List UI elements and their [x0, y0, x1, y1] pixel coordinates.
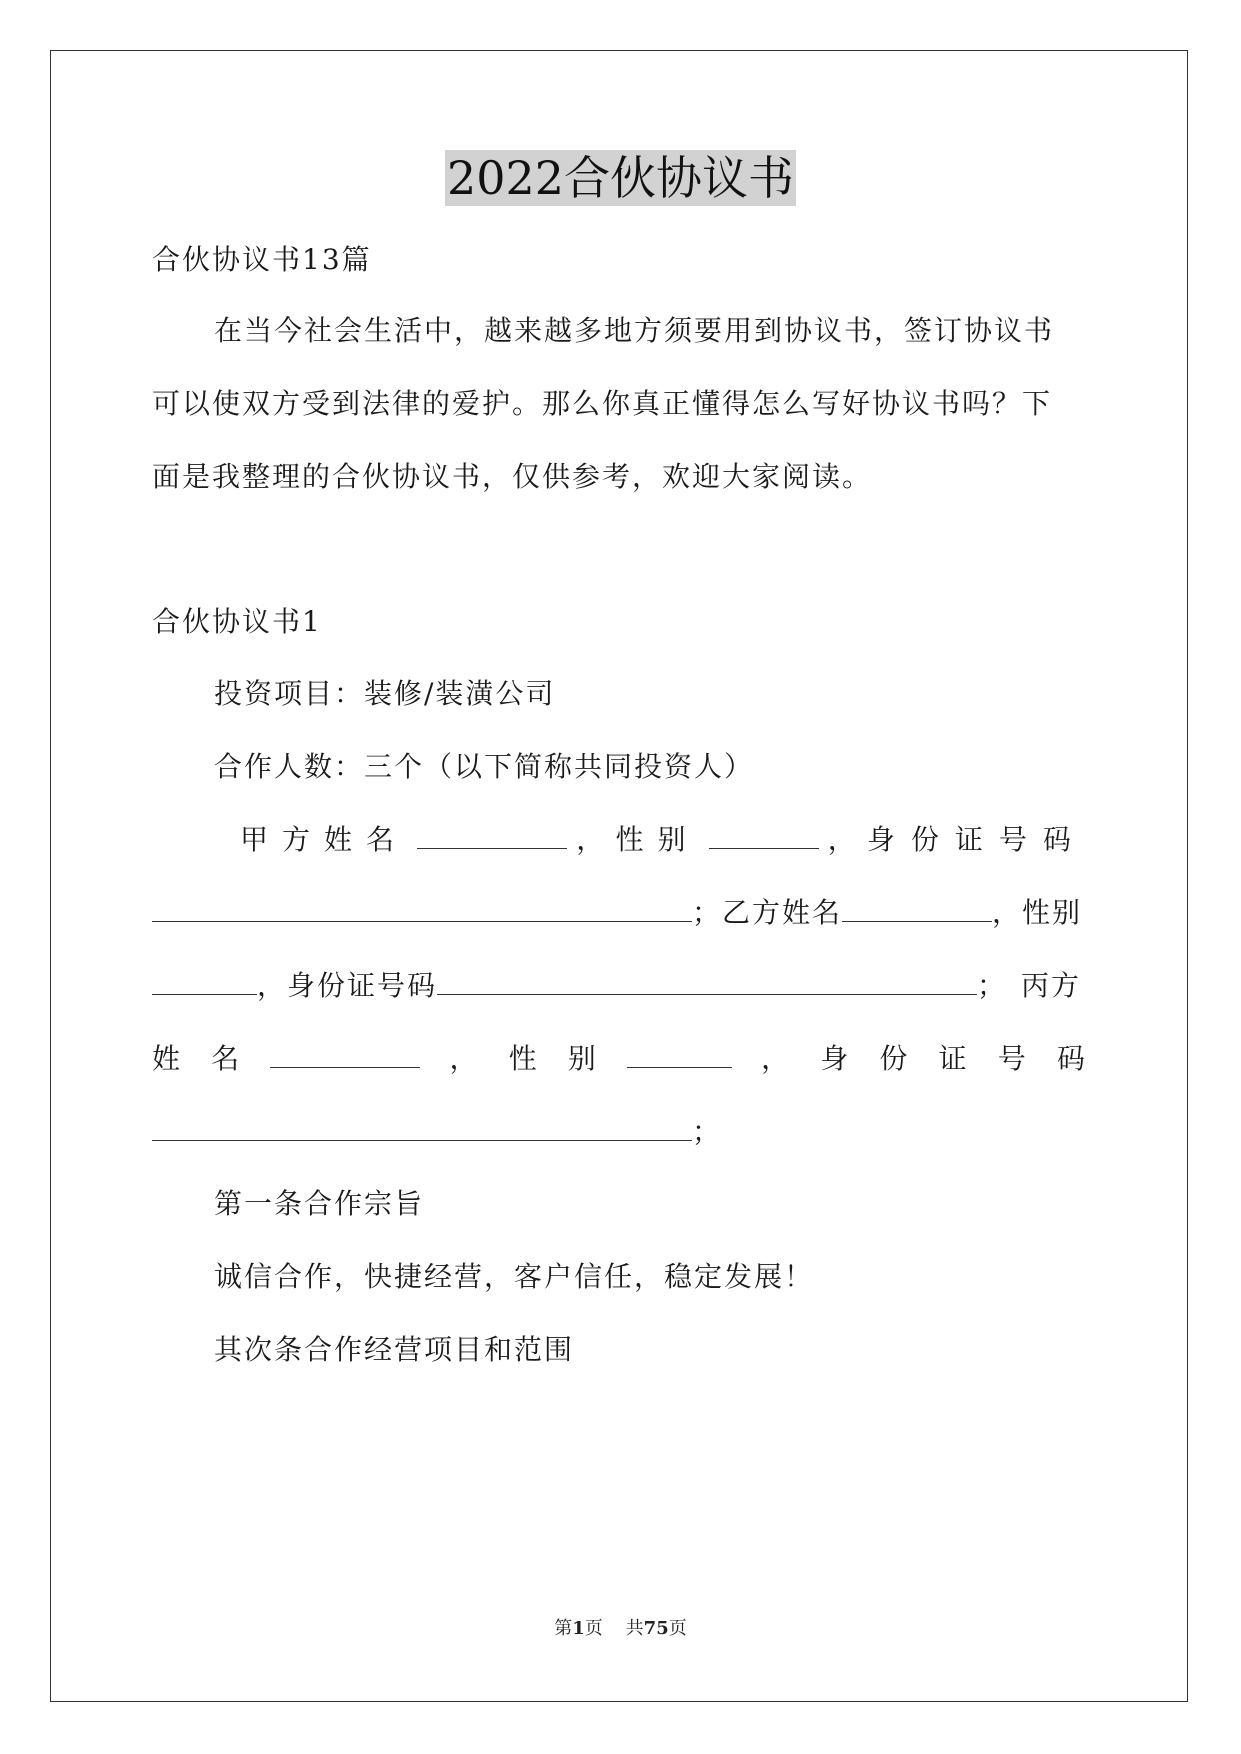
party-c-gender-blank[interactable] — [627, 1039, 732, 1068]
party-c-char-2: 名 — [211, 1042, 242, 1075]
party-c-id-char-5: 码 — [1056, 1042, 1087, 1075]
article-1-heading: 第一条合作宗旨 — [214, 1187, 425, 1220]
footer-total-number: 75 — [643, 1618, 669, 1639]
footer-total-suffix: 页 — [668, 1618, 687, 1639]
party-b-semicolon: ； — [692, 896, 723, 929]
party-c-name-blank[interactable] — [270, 1039, 420, 1068]
party-c-id-char-1: 身 — [820, 1042, 851, 1075]
party-c-comma-1: ， — [449, 1042, 480, 1075]
article-1-text: 诚信合作，快捷经营，客户信任，稳定发展！ — [214, 1260, 815, 1293]
party-c-gender-char-1: 性 — [508, 1042, 539, 1075]
party-b-gender-blank[interactable] — [152, 966, 257, 995]
party-c-gender-char-2: 别 — [567, 1042, 598, 1075]
party-c-line — [152, 1039, 1087, 1079]
page-footer — [0, 1617, 1241, 1641]
footer-total-prefix: 共 — [625, 1618, 644, 1639]
footer-page-number: 1 — [572, 1618, 585, 1639]
party-c-id-char-3: 证 — [938, 1042, 969, 1075]
party-c-char-1: 姓 — [152, 1042, 183, 1075]
party-a-name-blank[interactable] — [417, 820, 567, 849]
footer-page-prefix: 第 — [554, 1618, 573, 1639]
party-a-comma-2: ， — [827, 823, 858, 856]
party-a-id-label: 身份证号码 — [866, 823, 1087, 856]
party-b-name-blank[interactable] — [842, 893, 992, 922]
footer-page-suffix: 页 — [584, 1618, 603, 1639]
party-a-id-blank[interactable] — [152, 893, 692, 922]
page-border — [50, 50, 1188, 1702]
party-b-id-blank[interactable] — [437, 966, 977, 995]
party-c-semicolon: ； — [692, 1115, 723, 1148]
investment-project: 投资项目：装修/装潢公司 — [214, 677, 556, 710]
intro-line-1: 在当今社会生活中，越来越多地方须要用到协议书，签订协议书 — [214, 314, 1055, 347]
article-2-heading: 其次条合作经营项目和范围 — [214, 1333, 575, 1366]
party-c-id-char-4: 号 — [997, 1042, 1028, 1075]
party-b-line — [152, 893, 1087, 933]
party-a-gender-blank[interactable] — [709, 820, 819, 849]
title-container — [0, 150, 1241, 206]
subtitle: 合伙协议书13篇 — [152, 243, 372, 276]
party-b-comma-1: ， — [992, 896, 1023, 929]
party-b-comma-2: ， — [257, 969, 288, 1002]
party-c-comma-2: ， — [761, 1042, 792, 1075]
party-b-id-line — [152, 966, 1087, 1006]
party-a-gender-label: 性别 — [615, 823, 700, 856]
party-c-id-line — [152, 1112, 1087, 1152]
party-c-label: 丙方 — [1021, 969, 1082, 1002]
party-c-id-blank[interactable] — [152, 1112, 692, 1141]
section-heading: 合伙协议书1 — [152, 605, 322, 638]
party-b-gender-label: 性别 — [1022, 896, 1083, 929]
party-b-id-label: 身份证号码 — [287, 969, 438, 1002]
party-c-id-char-2: 份 — [879, 1042, 910, 1075]
party-a-name-label: 甲方姓名 — [240, 823, 409, 856]
document-title: 2022合伙协议书 — [446, 151, 795, 205]
party-b-semicolon-2: ； — [977, 969, 1008, 1002]
party-b-name-label: 乙方姓名 — [722, 896, 843, 929]
party-a-line — [240, 820, 1087, 860]
intro-line-2: 可以使双方受到法律的爱护。那么你真正懂得怎么写好协议书吗？下 — [152, 387, 1053, 420]
partner-count: 合作人数：三个（以下简称共同投资人） — [214, 750, 755, 783]
intro-line-3: 面是我整理的合伙协议书，仅供参考，欢迎大家阅读。 — [152, 460, 873, 493]
party-a-comma-1: ， — [576, 823, 607, 856]
